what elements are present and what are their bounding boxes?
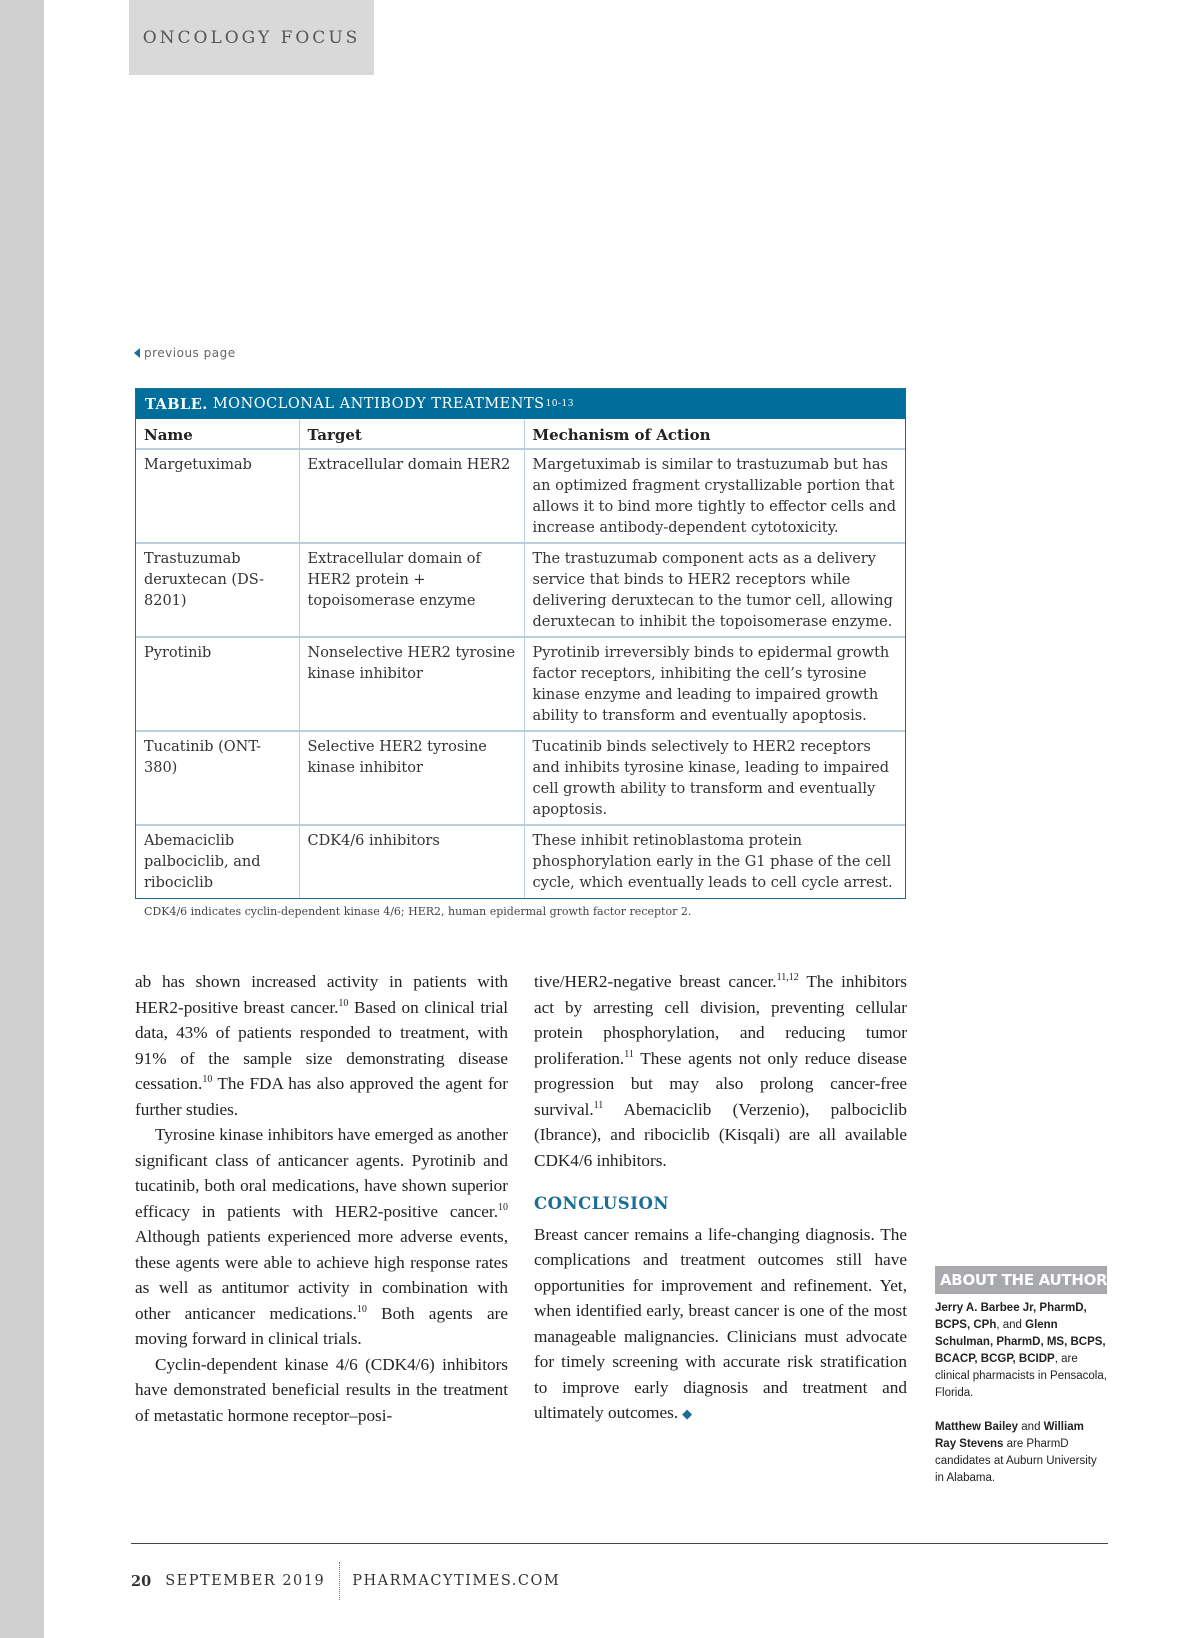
left-margin-strip [0,0,44,1638]
conclusion-paragraph: Breast cancer remains a life-changing diagnosis. The complications and treatment outcomes still have opportunities for improvement and refinement. Yet, when identified early, breast cancer is one of the most manageable malignancies. Clinicians must advocate for timely screening with accurate risk stratification to improve early diagnosis and treatment and ultimately outcomes. ◆ [534,1224,907,1422]
target-cell: Extracellular domain of HER2 protein + topoisomerase enzyme [299,543,524,637]
table-row [136,825,905,898]
table-header-row [136,419,905,449]
table-row [136,637,905,731]
body-paragraph: Cyclin-dependent kinase 4/6 (CDK4/6) inhibitors have demonstrated beneficial results in the treatment of metastatic hormone receptor–posi- [135,1354,508,1425]
body-paragraph: Tyrosine kinase inhibitors have emerged as another significant class of anticancer agents. Pyrotinib and tucatinib, both oral medications, have shown superior efficacy in patients with HER2-positive cancer.$^{10}$ Although patients experienced more adverse events, these agents were able to achieve high response rates as well as antitumor activity in combination with other anticancer medications.$^{10}$ Both agents are moving forward in clinical trials. [135,1125,508,1348]
page-footer [131,1562,560,1600]
article-column-left [135,969,508,1428]
column-header-name: Name [136,419,299,449]
body-paragraph: ab has shown increased activity in patients with HER2-positive breast cancer.$^{10}$ Based on clinical trial data, 43% of patients responded to treatment, with 91% of the sample size demonstrating disease cessation.$^{10}$ The FDA has also approved the agent for further studies. [135,972,508,1119]
table-row [136,449,905,543]
table-title-prefix: TABLE. [145,395,208,413]
target-cell: Selective HER2 tyrosine kinase inhibitor [299,731,524,825]
section-title: ONCOLOGY FOCUS [142,27,361,48]
drug-name-cell: Abemaciclib palbociclib, and ribociclib [136,825,299,898]
drug-name-cell: Tucatinib (ONT-380) [136,731,299,825]
column-header-target: Target [299,419,524,449]
site-name: PHARMACYTIMES.COM [352,1573,561,1589]
body-paragraph: tive/HER2-negative breast cancer.$^{11,12}$ The inhibitors act by arresting cell division, preventing cellular protein phosphorylation, and reducing tumor proliferation.$^{11}$ These agents not only reduce disease progression but may also prolong cancer-free survival.$^{11}$ Abemaciclib (Verzenio), palbociclib (Ibrance), and ribociclib (Kisqali) are all available CDK4/6 inhibitors. [534,972,907,1170]
target-cell: CDK4/6 inhibitors [299,825,524,898]
drug-name-cell: Pyrotinib [136,637,299,731]
about-the-authors [935,1266,1118,1487]
drug-name-cell: Trastuzumab deruxtecan (DS-8201) [136,543,299,637]
table-title-bar [136,389,905,419]
target-cell: Extracellular domain HER2 [299,449,524,543]
target-cell: Nonselective HER2 tyrosine kinase inhibitor [299,637,524,731]
footer-divider [131,1543,1108,1544]
page-number: 20 [131,1572,152,1590]
footer-separator [339,1562,340,1600]
table-row [136,543,905,637]
table-row [136,731,905,825]
caret-left-icon [134,348,140,358]
diamond-end-icon: ◆ [682,1406,693,1421]
mechanism-cell: Tucatinib binds selectively to HER2 receptors and inhibits tyrosine kinase, leading to impaired cell growth ability to transform and eventually apoptosis. [524,731,905,825]
table-title-refs: 10-13 [545,399,575,409]
mechanism-cell: The trastuzumab component acts as a delivery service that binds to HER2 receptors while delivering deruxtecan to the tumor cell, allowing deruxtecan to inhibit the topoisomerase enzyme. [524,543,905,637]
mechanism-cell: Margetuximab is similar to trastuzumab but has an optimized fragment crystallizable portion that allows it to bind more tightly to effector cells and increase antibody-dependent cytotoxicity. [524,449,905,543]
issue-date: SEPTEMBER 2019 [165,1573,326,1589]
drug-name-cell: Margetuximab [136,449,299,543]
table-title: MONOCLONAL ANTIBODY TREATMENTS [212,396,545,412]
table-grid [136,419,905,898]
conclusion-heading: CONCLUSION [534,1194,669,1213]
authors-heading: ABOUT THE AUTHORS [935,1266,1107,1294]
section-header-tab [129,0,374,75]
treatment-table [135,388,906,899]
authors-bio: Jerry A. Barbee Jr, PharmD, BCPS, CPh, and Glenn Schulman, PharmD, MS, BCPS, BCACP, BCGP, BCIDP, are clinical pharmacists in Pensacola, Florida. [935,1302,1107,1399]
mechanism-cell: These inhibit retinoblastoma protein phosphorylation early in the G1 phase of the cell cycle, which eventually leads to cell cycle arrest. [532,833,893,891]
previous-page-label: previous page [144,346,236,360]
mechanism-cell: Pyrotinib irreversibly binds to epidermal growth factor receptors, inhibiting the cell’s tyrosine kinase enzyme and leading to impaired growth ability to transform and eventually apoptosis. [524,637,905,731]
article-column-right [534,969,907,1427]
previous-page-link[interactable] [134,346,236,360]
table-footnote: CDK4/6 indicates cyclin-dependent kinase 4/6; HER2, human epidermal growth factor receptor 2. [144,905,692,918]
authors-bio: Matthew Bailey and William Ray Stevens are PharmD candidates at Auburn University in Alabama. [935,1421,1097,1484]
column-header-mechanism: Mechanism of Action [524,419,905,449]
